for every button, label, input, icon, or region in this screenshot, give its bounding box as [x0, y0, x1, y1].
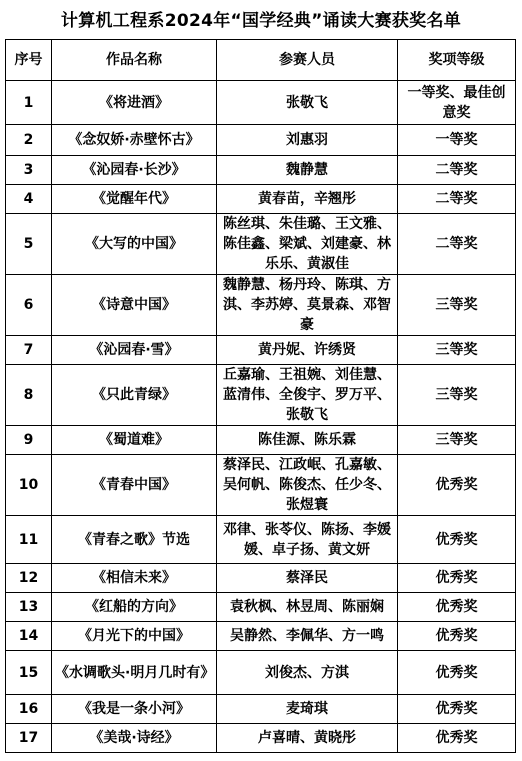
cell-work: 《诗意中国》 — [52, 275, 217, 336]
header-no: 序号 — [6, 40, 52, 81]
cell-award: 优秀奖 — [398, 651, 516, 695]
cell-no: 7 — [6, 336, 52, 365]
cell-no: 13 — [6, 593, 52, 622]
cell-members: 刘俊杰、方淇 — [217, 651, 398, 695]
cell-award: 二等奖 — [398, 156, 516, 185]
cell-work: 《沁园春·雪》 — [52, 336, 217, 365]
table-header-row — [6, 40, 516, 81]
cell-work: 《相信未来》 — [52, 564, 217, 593]
cell-members: 陈佳源、陈乐霖 — [217, 426, 398, 455]
cell-award: 优秀奖 — [398, 695, 516, 724]
cell-members: 张敬飞 — [217, 81, 398, 125]
cell-no: 16 — [6, 695, 52, 724]
cell-work: 《大写的中国》 — [52, 214, 217, 275]
cell-no: 11 — [6, 516, 52, 564]
cell-no: 9 — [6, 426, 52, 455]
cell-members: 袁秋枫、林昱周、陈丽娴 — [217, 593, 398, 622]
cell-award: 二等奖 — [398, 185, 516, 214]
cell-award: 优秀奖 — [398, 564, 516, 593]
cell-no: 15 — [6, 651, 52, 695]
cell-work: 《觉醒年代》 — [52, 185, 217, 214]
cell-work: 《月光下的中国》 — [52, 622, 217, 651]
header-members: 参赛人员 — [217, 40, 398, 81]
cell-no: 6 — [6, 275, 52, 336]
cell-no: 12 — [6, 564, 52, 593]
cell-no: 5 — [6, 214, 52, 275]
cell-award: 优秀奖 — [398, 622, 516, 651]
cell-work: 《沁园春·长沙》 — [52, 156, 217, 185]
table-row — [6, 214, 516, 275]
cell-award: 三等奖 — [398, 365, 516, 426]
cell-work: 《美哉·诗经》 — [52, 724, 217, 753]
header-work: 作品名称 — [52, 40, 217, 81]
cell-members: 卢喜晴、黄晓彤 — [217, 724, 398, 753]
cell-members: 魏静慧、杨丹玲、陈琪、方淇、李苏婷、莫景森、邓智豪 — [217, 275, 398, 336]
cell-work: 《水调歌头·明月几时有》 — [52, 651, 217, 695]
cell-members: 丘嘉瑜、王祖婉、刘佳慧、蓝清伟、全俊宇、罗万平、张敬飞 — [217, 365, 398, 426]
cell-award: 优秀奖 — [398, 516, 516, 564]
cell-no: 17 — [6, 724, 52, 753]
table-row — [6, 125, 516, 156]
table-row — [6, 365, 516, 426]
cell-award: 二等奖 — [398, 214, 516, 275]
table-row — [6, 695, 516, 724]
cell-no: 10 — [6, 455, 52, 516]
cell-no: 1 — [6, 81, 52, 125]
cell-members: 吴静然、李佩华、方一鸣 — [217, 622, 398, 651]
table-row — [6, 564, 516, 593]
table-row — [6, 651, 516, 695]
cell-members: 蔡泽民 — [217, 564, 398, 593]
table-row — [6, 185, 516, 214]
table-row — [6, 81, 516, 125]
cell-award: 一等奖 — [398, 125, 516, 156]
cell-award: 三等奖 — [398, 426, 516, 455]
table-row — [6, 156, 516, 185]
cell-members: 魏静慧 — [217, 156, 398, 185]
cell-work: 《蜀道难》 — [52, 426, 217, 455]
cell-no: 3 — [6, 156, 52, 185]
cell-members: 黄春苗，辛翘彤 — [217, 185, 398, 214]
cell-members: 邓律、张苓仪、陈扬、李媛媛、卓子扬、黄文妍 — [217, 516, 398, 564]
cell-no: 8 — [6, 365, 52, 426]
table-row — [6, 336, 516, 365]
table-row — [6, 724, 516, 753]
cell-award: 三等奖 — [398, 336, 516, 365]
cell-award: 三等奖 — [398, 275, 516, 336]
table-row — [6, 275, 516, 336]
cell-members: 陈丝琪、朱佳璐、王文雅、陈佳鑫、梁斌、刘建豪、林乐乐、黄淑佳 — [217, 214, 398, 275]
cell-award: 优秀奖 — [398, 593, 516, 622]
header-award: 奖项等级 — [398, 40, 516, 81]
cell-members: 麦琦琪 — [217, 695, 398, 724]
table-row — [6, 622, 516, 651]
cell-work: 《我是一条小河》 — [52, 695, 217, 724]
cell-award: 一等奖、最佳创意奖 — [398, 81, 516, 125]
cell-no: 4 — [6, 185, 52, 214]
cell-work: 《将进酒》 — [52, 81, 217, 125]
cell-award: 优秀奖 — [398, 455, 516, 516]
table-row — [6, 426, 516, 455]
page-title: 计算机工程系2024年“国学经典”诵读大赛获奖名单 — [60, 11, 462, 31]
award-table — [5, 39, 516, 753]
table-row — [6, 516, 516, 564]
cell-members: 黄丹妮、许绣贤 — [217, 336, 398, 365]
cell-members: 蔡泽民、江政岷、孔嘉敏、吴何帆、陈俊杰、任少冬、张煜寰 — [217, 455, 398, 516]
cell-award: 优秀奖 — [398, 724, 516, 753]
cell-no: 14 — [6, 622, 52, 651]
cell-work: 《青春之歌》节选 — [52, 516, 217, 564]
table-body — [6, 81, 516, 753]
cell-no: 2 — [6, 125, 52, 156]
table-row — [6, 593, 516, 622]
cell-members: 刘惠羽 — [217, 125, 398, 156]
cell-work: 《念奴娇·赤壁怀古》 — [52, 125, 217, 156]
cell-work: 《青春中国》 — [52, 455, 217, 516]
cell-work: 《红船的方向》 — [52, 593, 217, 622]
cell-work: 《只此青绿》 — [52, 365, 217, 426]
table-row — [6, 455, 516, 516]
